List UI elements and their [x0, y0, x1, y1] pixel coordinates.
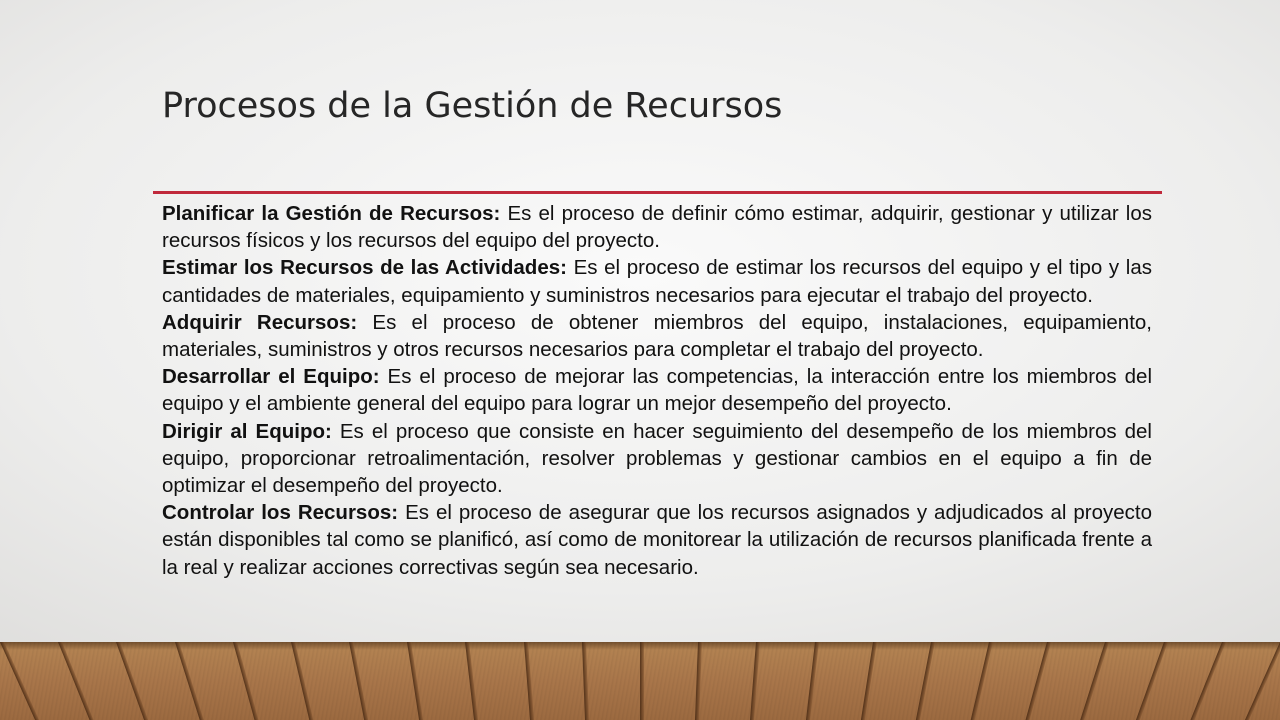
floor-plank-seam — [0, 642, 39, 720]
process-description: Es el proceso de mejorar las competencias, la interacción entre los miembros del equipo y el ambiente general del equipo para lograr un mejor desempeño del proyecto. — [162, 365, 1152, 416]
process-description: Es el proceso de estimar los recursos del equipo y el tipo y las cantidades de materiales, equipamiento y suministros necesarios para ejecutar el trabajo del proyecto. — [162, 256, 1152, 307]
process-item-planificar — [162, 200, 1152, 254]
floor-plank-seam — [750, 642, 760, 720]
slide-title: Procesos de la Gestión de Recursos — [162, 86, 783, 126]
floor-plank-seam — [916, 642, 935, 720]
floor-plank-seam — [465, 642, 478, 720]
process-item-dirigir — [162, 418, 1152, 500]
floor-plank-seam — [524, 642, 534, 720]
process-term: Adquirir Recursos: — [162, 310, 358, 334]
process-item-desarrollar — [162, 363, 1152, 417]
process-description: Es el proceso de obtener miembros del equipo, instalaciones, equipamiento, materiales, suministros y otros recursos necesarios para completar el trabajo del proyecto. — [162, 310, 1153, 362]
floor-plank-seam — [233, 642, 258, 720]
process-list — [162, 200, 1152, 581]
process-term: Planificar la Gestión de Recursos: — [162, 202, 501, 225]
process-description: Es el proceso de asegurar que los recursos asignados y adjudicados al proyecto están disponibles tal como se planificó, así como de monitorear la utilización de recursos planificada frente a la real y realizar acciones correctivas según sea necesario. — [162, 501, 1152, 579]
floor-plank-seam — [640, 642, 644, 720]
wood-floor — [0, 642, 1280, 720]
process-item-adquirir — [162, 309, 1152, 363]
process-description: Es el proceso de definir cómo estimar, adquirir, gestionar y utilizar los recursos físicos y los recursos del equipo del proyecto. — [162, 202, 1152, 253]
process-term: Desarrollar el Equipo: — [162, 365, 380, 389]
title-underline — [153, 191, 1162, 194]
floor-plank-seam — [582, 642, 589, 720]
process-item-controlar — [162, 499, 1152, 581]
floor-plank-seam — [349, 642, 368, 720]
process-term: Dirigir al Equipo: — [162, 419, 332, 443]
floor-plank-seam — [1026, 642, 1051, 720]
floor-plank-seam — [1190, 642, 1226, 720]
process-description: Es el proceso que consiste en hacer seguimiento del desempeño de los miembros del equipo, proporcionar retroalimentación, resolver problemas y gestionar cambios en el equipo a fin de optimizar el desempeño del proyecto. — [162, 419, 1152, 498]
floor-plank-seam — [116, 642, 148, 720]
floor-plank-seam — [291, 642, 313, 720]
floor-plank-seam — [1080, 642, 1109, 720]
process-term: Estimar los Recursos de las Actividades: — [162, 256, 567, 280]
floor-plank-seam — [1245, 642, 1280, 720]
floor-plank-seam — [861, 642, 877, 720]
floor-plank-seam — [58, 642, 94, 720]
floor-plank-seam — [806, 642, 819, 720]
process-term: Controlar los Recursos: — [162, 501, 399, 525]
floor-plank-seam — [175, 642, 204, 720]
floor-plank-seam — [407, 642, 423, 720]
floor-plank-seam — [971, 642, 993, 720]
floor-plank-seam — [695, 642, 702, 720]
floor-plank-seam — [1136, 642, 1168, 720]
process-item-estimar — [162, 254, 1152, 308]
